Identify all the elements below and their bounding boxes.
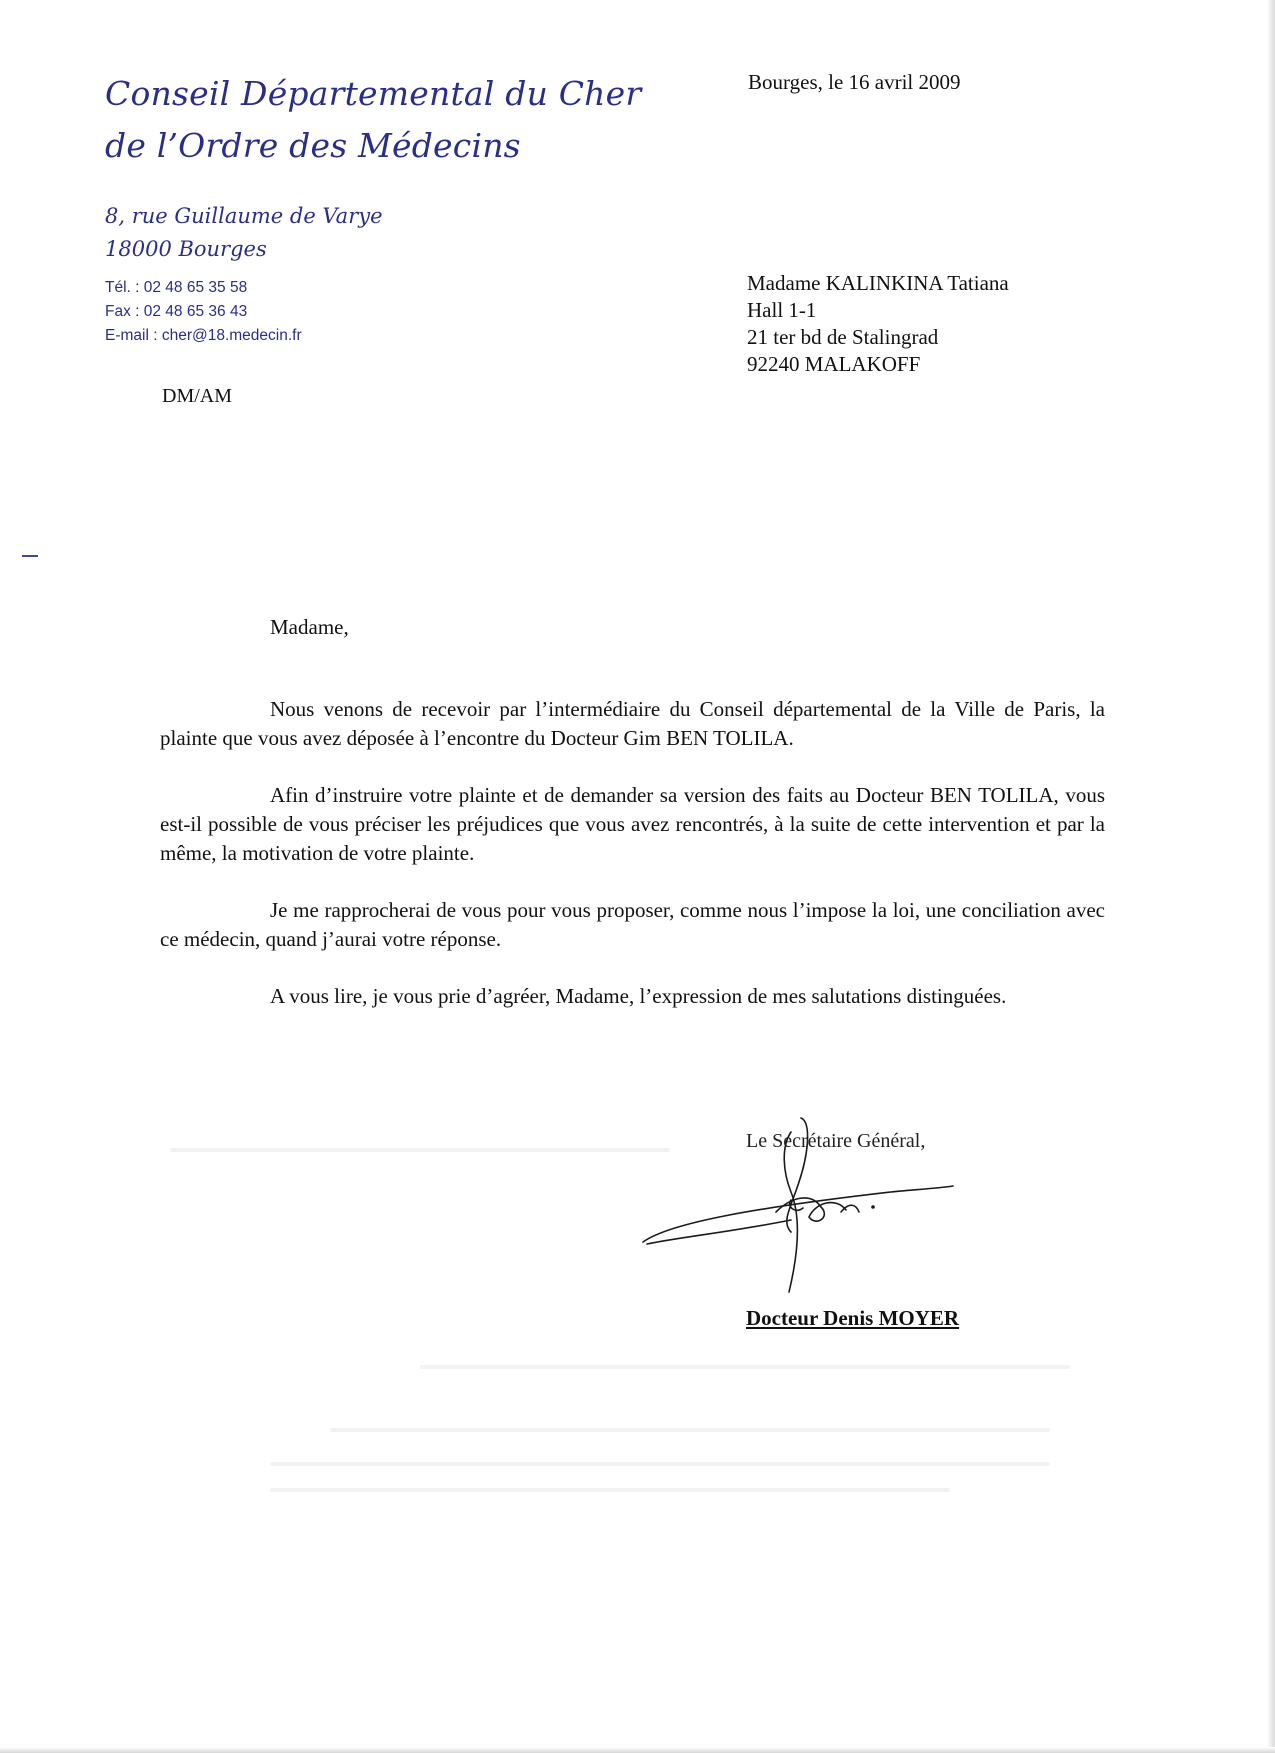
signature-block [746, 1130, 1006, 1340]
body-paragraph: Afin d’instruire votre plainte et de demander sa version des faits au Docteur BEN TOLILA, vous est-il possible de vous préciser les préjudices que vous avez rencontrés, à la suite de cette intervention et par la même, la motivation de votre plainte. [160, 783, 1105, 865]
recipient-postal-city: 92240 MALAKOFF [747, 352, 921, 376]
page-right-edge-shadow [1267, 0, 1275, 1753]
recipient-address-line: Hall 1-1 [747, 298, 817, 322]
contact-phone: Tél. : 02 48 65 35 58 [105, 279, 248, 296]
page-bottom-edge-shadow [0, 1747, 1275, 1753]
letterhead-contact [105, 276, 302, 348]
scan-show-through [270, 1462, 1050, 1466]
recipient-address-line: 21 ter bd de Stalingrad [747, 325, 939, 349]
letter-body [160, 695, 1105, 1039]
scan-show-through [170, 1148, 670, 1152]
body-paragraph: A vous lire, je vous prie d’agréer, Madame, l’expression de mes salutations distinguées. [270, 984, 1007, 1008]
signatory-name: Docteur Denis MOYER [746, 1306, 960, 1330]
handwritten-signature [641, 1112, 961, 1312]
signatory-title: Le Secrétaire Général, [746, 1130, 926, 1152]
contact-email: E-mail : cher@18.medecin.fr [105, 327, 302, 344]
reference-initials: DM/AM [162, 385, 233, 407]
scan-show-through [270, 1488, 950, 1492]
organization-name-line-2: de l’Ordre des Médecins [105, 126, 521, 165]
margin-mark [22, 555, 38, 557]
address-city: 18000 Bourges [105, 237, 267, 261]
letterhead-address [105, 200, 383, 266]
salutation: Madame, [270, 615, 349, 639]
scan-show-through [330, 1428, 1050, 1432]
contact-fax: Fax : 02 48 65 36 43 [105, 303, 248, 320]
recipient-address-block [747, 270, 1009, 378]
body-paragraph: Nous venons de recevoir par l’intermédiaire du Conseil départemental de la Ville de Paris, la plainte que vous avez déposée à l’encontre du Docteur Gim BEN TOLILA. [160, 697, 1105, 750]
organization-name-line-1: Conseil Départemental du Cher [105, 74, 642, 113]
address-street: 8, rue Guillaume de Varye [105, 204, 383, 228]
scan-show-through [420, 1365, 1070, 1369]
letterhead-organization [105, 68, 705, 172]
place-date: Bourges, le 16 avril 2009 [748, 70, 961, 94]
recipient-name: Madame KALINKINA Tatiana [747, 271, 1009, 295]
body-paragraph: Je me rapprocherai de vous pour vous proposer, comme nous l’impose la loi, une conciliation avec ce médecin, quand j’aurai votre réponse. [160, 898, 1105, 951]
